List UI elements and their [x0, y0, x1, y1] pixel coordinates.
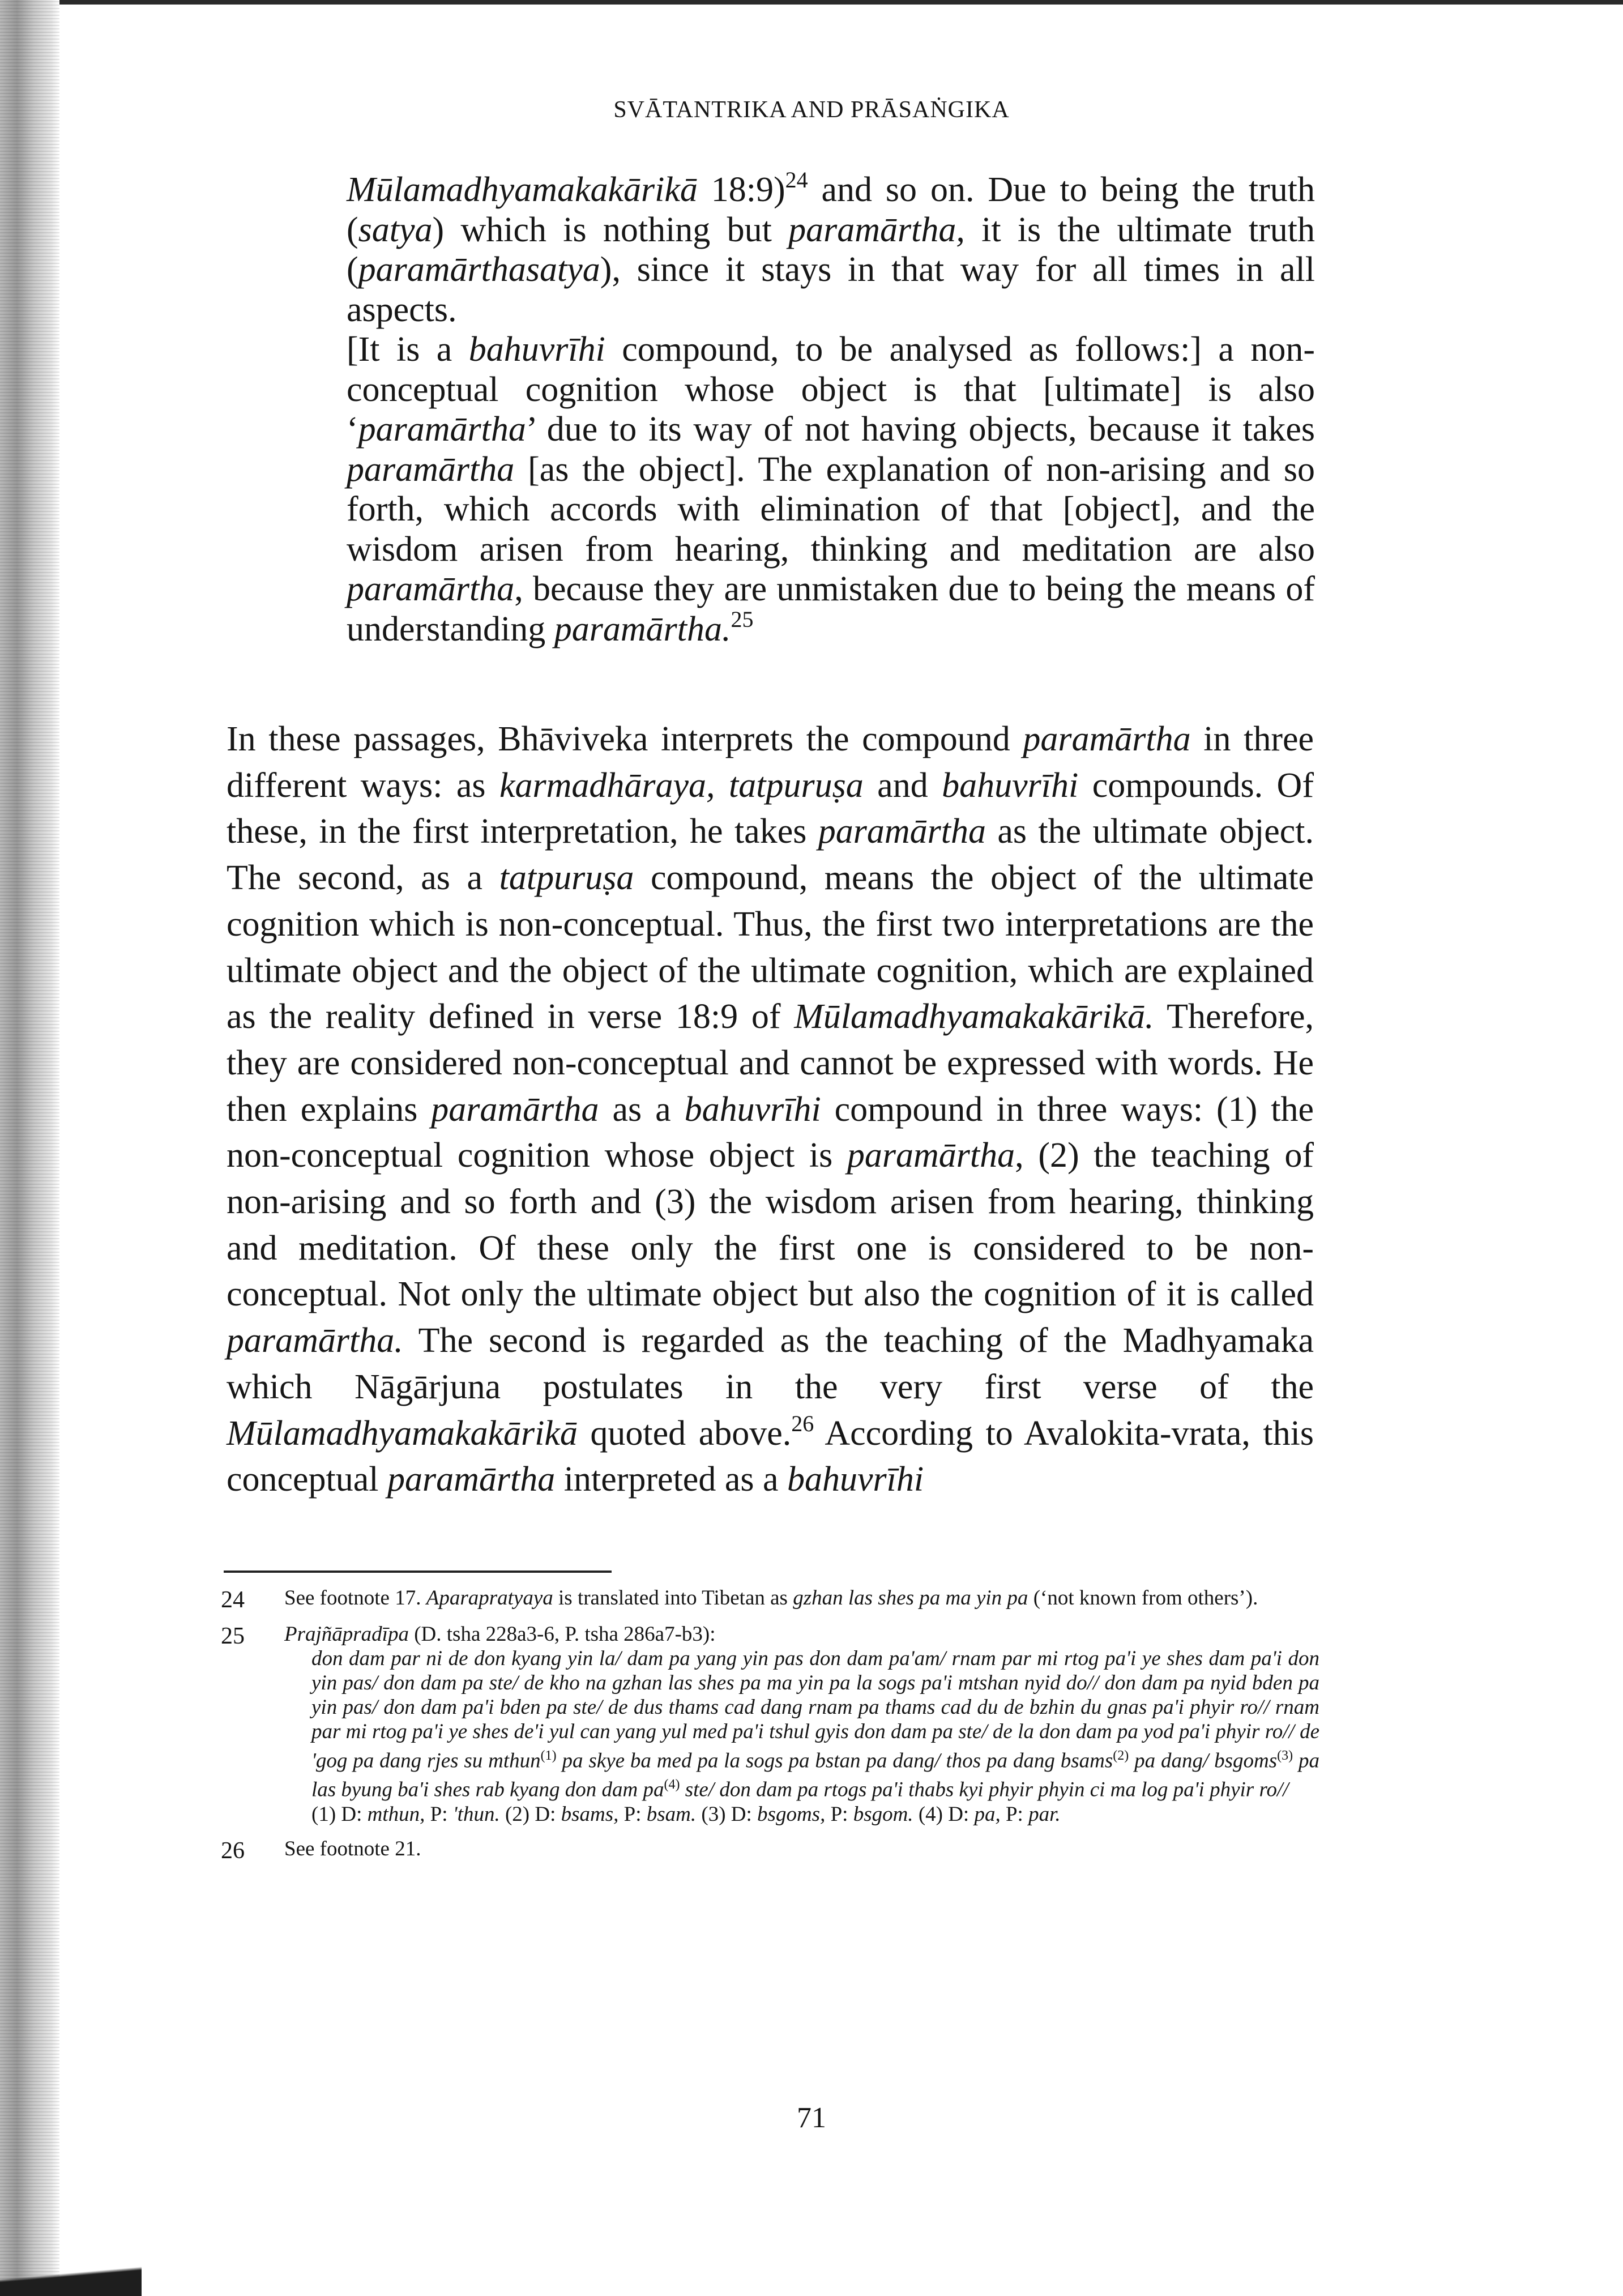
block-quote	[347, 167, 1315, 649]
variant-readings: (1) D: mthun, P: 'thun. (2) D: bsams, P: bsam. (3) D: bsgoms, P: bsgom. (4) D: pa, P: par.	[311, 1802, 1061, 1826]
body-text	[227, 716, 1314, 1503]
footnote-text: See footnote 17. Aparapratyaya is translated into Tibetan as gzhan las shes pa ma yin pa (‘not known from others’).	[284, 1586, 1258, 1610]
footnote-26	[221, 1837, 1319, 1865]
book-gutter-shadow	[0, 0, 59, 2296]
footnote-text	[284, 1622, 1319, 1826]
footnote-number: 25	[221, 1623, 245, 1649]
footnote-source: Prajñāpradīpa (D. tsha 228a3-6, P. tsha 286a7-b3):	[284, 1623, 716, 1646]
footnote-ref-26: 26	[791, 1410, 814, 1436]
footnote-rule	[224, 1571, 612, 1573]
footnotes	[221, 1586, 1319, 1865]
footnote-24	[221, 1586, 1319, 1614]
footnote-ref-24: 24	[785, 167, 808, 193]
running-head: SVĀTANTRIKA AND PRĀSAṄGIKA	[613, 97, 1010, 123]
quote-paragraph-2: [It is a bahuvrīhi compound, to be analysed as follows:] a non-conceptual cognition whose object is that [ultimate] is also ‘paramārtha’ due to its way of not having objects, because it takes paramārtha [as the object]. The explanation of non-arising and so forth, which accords with elimination of that [object], and the wisdom arisen from hearing, thinking and meditation are also paramārtha, because they are unmistaken due to being the means of understanding paramārtha.$^{25}$	[347, 330, 1315, 648]
footnote-number: 26	[221, 1837, 245, 1864]
footnote-text: See footnote 21.	[284, 1837, 421, 1860]
footnote-25	[221, 1622, 1319, 1826]
footnote-ref-25: 25	[731, 606, 754, 632]
quote-paragraph-1: Mūlamadhyamakakārikā 18:9)$^{24}$ and so on. Due to being the truth (satya) which is nothing but paramārtha, it is the ultimate truth (paramārthasatya), since it stays in that way for all times in all aspects.	[347, 167, 1315, 329]
page-number: 71	[797, 2102, 826, 2134]
scan-corner-shadow	[0, 2262, 142, 2296]
body-paragraph: In these passages, Bhāviveka interprets the compound paramārtha in three different ways: as karmadhāraya, tatpuruṣa and bahuvrīhi compounds. Of these, in the first interpretation, he takes paramārtha as the ultimate object. The second, as a tatpuruṣa compound, means the object of the ultimate cognition which is non-conceptual. Thus, the first two interpretations are the ultimate object and the object of the ultimate cognition, which are explained as the reality defined in verse 18:9 of Mūlamadhyamakakārikā. Therefore, they are considered non-conceptual and cannot be expressed with words. He then explains paramārtha as a bahuvrīhi compound in three ways: (1) the non-conceptual cognition whose object is paramārtha, (2) the teaching of non-arising and so forth and (3) the wisdom arisen from hearing, thinking and meditation. Of these only the first one is considered to be non-conceptual. Not only the ultimate object but also the cognition of it is called paramārtha. The second is regarded as the teaching of the Madhyamaka which Nāgārjuna postulates in the very first verse of the Mūlamadhyamakakārikā quoted above.$^{26}$ According to Avalokita-vrata, this conceptual paramārtha interpreted as a bahuvrīhi	[227, 720, 1314, 1499]
footnote-number: 24	[221, 1587, 245, 1613]
tibetan-transliteration: don dam par ni de don kyang yin la/ dam pa yang yin pas don dam pa'am/ rnam par mi rtog pa'i ye shes dam pa'i don yin pas/ don dam pa ste/ de kho na gzhan las shes pa ma yin pa la sogs pa'i mtshan nyid do// don dam pa nyid bden pa yin pas/ don dam pa'i bden pa ste/ de dus thams cad dang rnam pa thams cad du de bzhin du gnas pa'i phyir ro// rnam par mi rtog pa'i ye shes de'i yul can yang yul med pa'i tshul gyis don dam pa ste/ de la don dam pa yod pa'i phyir ro// de 'gog pa dang rjes su mthun$^{(1)}$ pa skye ba med pa la sogs pa bstan pa dang/ thos pa dang bsams$^{(2)}$ pa dang/ bsgoms$^{(3)}$ pa las byung ba'i shes rab kyang don dam $pa^{(4)}$ ste/ don dam pa rtogs pa'i thabs kyi phyir phyin ci ma log pa'i phyir ro//	[311, 1647, 1320, 1802]
scan-top-edge	[0, 0, 1623, 5]
